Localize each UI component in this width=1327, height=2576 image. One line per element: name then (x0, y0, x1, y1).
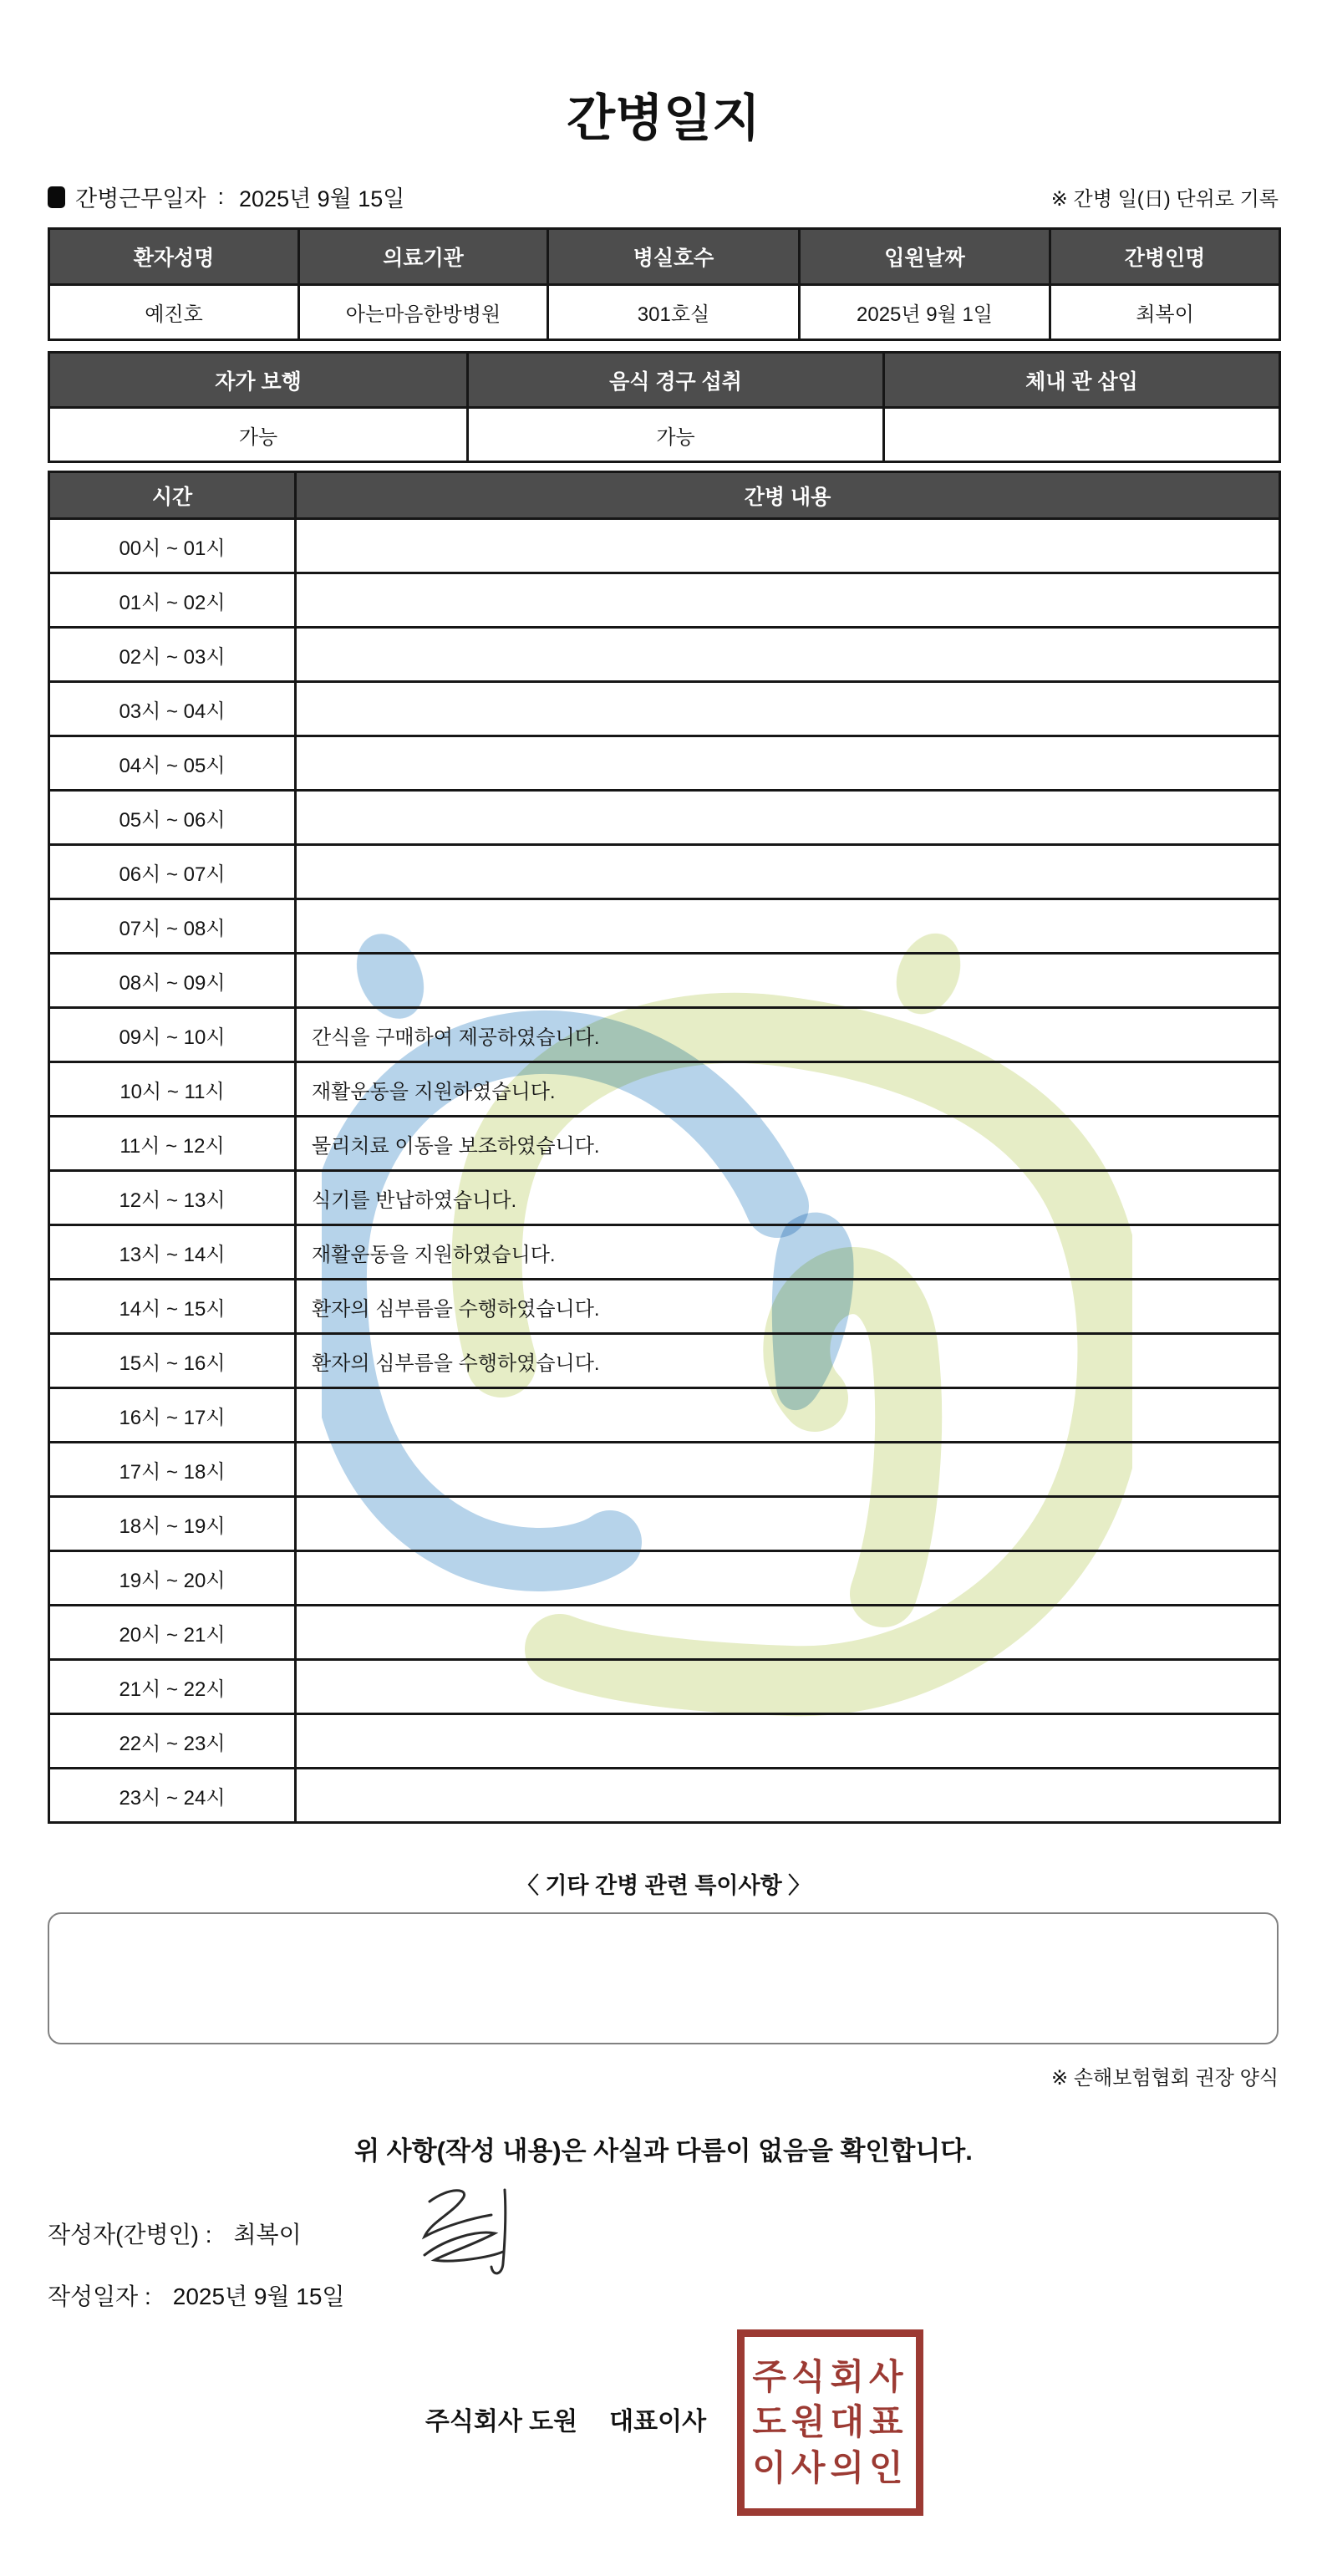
writer-line (48, 2217, 302, 2250)
ceo-role: 대표이사 (609, 2408, 707, 2436)
log-header-row (49, 472, 1280, 519)
date-label: 작성일자 : (48, 2283, 151, 2309)
content-cell (296, 1388, 1280, 1443)
content-cell (296, 1497, 1280, 1551)
bullet-square-icon (48, 186, 65, 208)
content-cell (296, 1606, 1280, 1660)
content-cell (296, 1443, 1280, 1497)
work-date-colon: : (217, 184, 225, 209)
table-row (49, 1117, 1280, 1171)
room-header: 병실호수 (548, 229, 800, 285)
table-row (49, 1008, 1280, 1062)
time-cell: 23시 ~ 24시 (49, 1769, 296, 1823)
time-cell: 22시 ~ 23시 (49, 1714, 296, 1769)
table-row (49, 736, 1280, 791)
time-cell: 00시 ~ 01시 (49, 519, 296, 573)
time-cell: 17시 ~ 18시 (49, 1443, 296, 1497)
hourly-log-table (48, 471, 1281, 1824)
work-date-line (48, 181, 404, 213)
time-cell: 11시 ~ 12시 (49, 1117, 296, 1171)
seal-line-1: 주식회사 (752, 2356, 908, 2396)
time-cell: 10시 ~ 11시 (49, 1062, 296, 1117)
table-row (49, 573, 1280, 628)
time-cell: 20시 ~ 21시 (49, 1606, 296, 1660)
content-cell: 재활운동을 지원하였습니다. (296, 1062, 1280, 1117)
signature (418, 2183, 526, 2279)
caregiver-name-header: 간병인명 (1050, 229, 1280, 285)
table-row (49, 1225, 1280, 1280)
table-row (49, 1497, 1280, 1551)
time-header: 시간 (49, 472, 296, 519)
self-walking-value: 가능 (49, 408, 468, 462)
content-cell: 재활운동을 지원하였습니다. (296, 1225, 1280, 1280)
date-value: 2025년 9월 15일 (172, 2283, 345, 2309)
patient-name-value: 예진호 (49, 285, 299, 340)
oral-intake-value: 가능 (468, 408, 884, 462)
content-cell: 식기를 반납하였습니다. (296, 1171, 1280, 1225)
content-cell: 환자의 심부름을 수행하였습니다. (296, 1334, 1280, 1388)
time-cell: 07시 ~ 08시 (49, 899, 296, 954)
seal-line-3: 이사의인 (752, 2447, 908, 2487)
content-cell (296, 573, 1280, 628)
writer-name: 최복이 (233, 2222, 302, 2248)
table-row (49, 628, 1280, 682)
content-cell: 간식을 구매하여 제공하였습니다. (296, 1008, 1280, 1062)
time-cell: 03시 ~ 04시 (49, 682, 296, 736)
table-row (49, 519, 1280, 573)
notes-heading: 〈 기타 간병 관련 특이사항 〉 (516, 1873, 811, 1898)
page-title: 간병일지 (567, 90, 760, 146)
patient-status-table (48, 351, 1281, 463)
date-line (48, 2278, 344, 2312)
content-cell (296, 682, 1280, 736)
confirmation-statement: 위 사항(작성 내용)은 사실과 다름이 없음을 확인합니다. (354, 2136, 973, 2166)
time-cell: 21시 ~ 22시 (49, 1660, 296, 1714)
caregiver-name-value: 최복이 (1050, 285, 1280, 340)
table-row (49, 1660, 1280, 1714)
hospital-header: 의료기관 (299, 229, 548, 285)
work-date-label: 간병근무일자 (75, 186, 206, 211)
time-cell: 02시 ~ 03시 (49, 628, 296, 682)
content-cell (296, 736, 1280, 791)
table-row (49, 845, 1280, 899)
content-cell (296, 845, 1280, 899)
meta-row (48, 181, 1279, 213)
tube-insertion-header: 체내 관 삽입 (884, 353, 1280, 408)
hospital-value: 아는마음한방병원 (299, 285, 548, 340)
table-row (49, 1062, 1280, 1117)
content-cell (296, 1714, 1280, 1769)
content-cell (296, 1660, 1280, 1714)
content-cell (296, 1769, 1280, 1823)
table-row (49, 1388, 1280, 1443)
log-table-body (49, 519, 1280, 1823)
content-cell (296, 519, 1280, 573)
seal-line-2: 도원대표 (752, 2402, 908, 2442)
time-cell: 14시 ~ 15시 (49, 1280, 296, 1334)
company-line (48, 2400, 1084, 2437)
writer-label: 작성자(간병인) : (48, 2222, 212, 2248)
time-cell: 09시 ~ 10시 (49, 1008, 296, 1062)
time-cell: 06시 ~ 07시 (49, 845, 296, 899)
patient-info-table (48, 227, 1281, 341)
table-row (49, 1714, 1280, 1769)
patient-value-row (49, 285, 1280, 340)
content-cell: 환자의 심부름을 수행하였습니다. (296, 1280, 1280, 1334)
company-name: 주식회사 도원 (425, 2408, 578, 2436)
content-cell (296, 628, 1280, 682)
content-header: 간병 내용 (296, 472, 1280, 519)
notes-box (48, 1912, 1279, 2044)
time-cell: 16시 ~ 17시 (49, 1388, 296, 1443)
form-note: ※ 손해보험협회 권장 양식 (1051, 2067, 1279, 2090)
time-cell: 05시 ~ 06시 (49, 791, 296, 845)
table-row (49, 1443, 1280, 1497)
time-cell: 01시 ~ 02시 (49, 573, 296, 628)
time-cell: 13시 ~ 14시 (49, 1225, 296, 1280)
admission-date-value: 2025년 9월 1일 (800, 285, 1050, 340)
table-row (49, 791, 1280, 845)
time-cell: 18시 ~ 19시 (49, 1497, 296, 1551)
oral-intake-header: 음식 경구 섭취 (468, 353, 884, 408)
content-cell: 물리치료 이동을 보조하였습니다. (296, 1117, 1280, 1171)
work-date-value: 2025년 9월 15일 (239, 186, 405, 211)
table-row (49, 1334, 1280, 1388)
table-row (49, 1606, 1280, 1660)
table-row (49, 1171, 1280, 1225)
tube-insertion-value (884, 408, 1280, 462)
status-header-row (49, 353, 1280, 408)
self-walking-header: 자가 보행 (49, 353, 468, 408)
time-cell: 04시 ~ 05시 (49, 736, 296, 791)
content-cell (296, 1551, 1280, 1606)
content-cell (296, 954, 1280, 1008)
corporate-seal (737, 2329, 923, 2516)
table-row (49, 682, 1280, 736)
patient-header-row (49, 229, 1280, 285)
content-cell (296, 899, 1280, 954)
time-cell: 19시 ~ 20시 (49, 1551, 296, 1606)
unit-note: ※ 간병 일(日) 단위로 기록 (1050, 188, 1279, 211)
table-row (49, 1280, 1280, 1334)
time-cell: 12시 ~ 13시 (49, 1171, 296, 1225)
time-cell: 15시 ~ 16시 (49, 1334, 296, 1388)
status-value-row (49, 408, 1280, 462)
table-row (49, 954, 1280, 1008)
time-cell: 08시 ~ 09시 (49, 954, 296, 1008)
table-row (49, 899, 1280, 954)
admission-date-header: 입원날짜 (800, 229, 1050, 285)
table-row (49, 1551, 1280, 1606)
patient-name-header: 환자성명 (49, 229, 299, 285)
room-value: 301호실 (548, 285, 800, 340)
table-row (49, 1769, 1280, 1823)
content-cell (296, 791, 1280, 845)
